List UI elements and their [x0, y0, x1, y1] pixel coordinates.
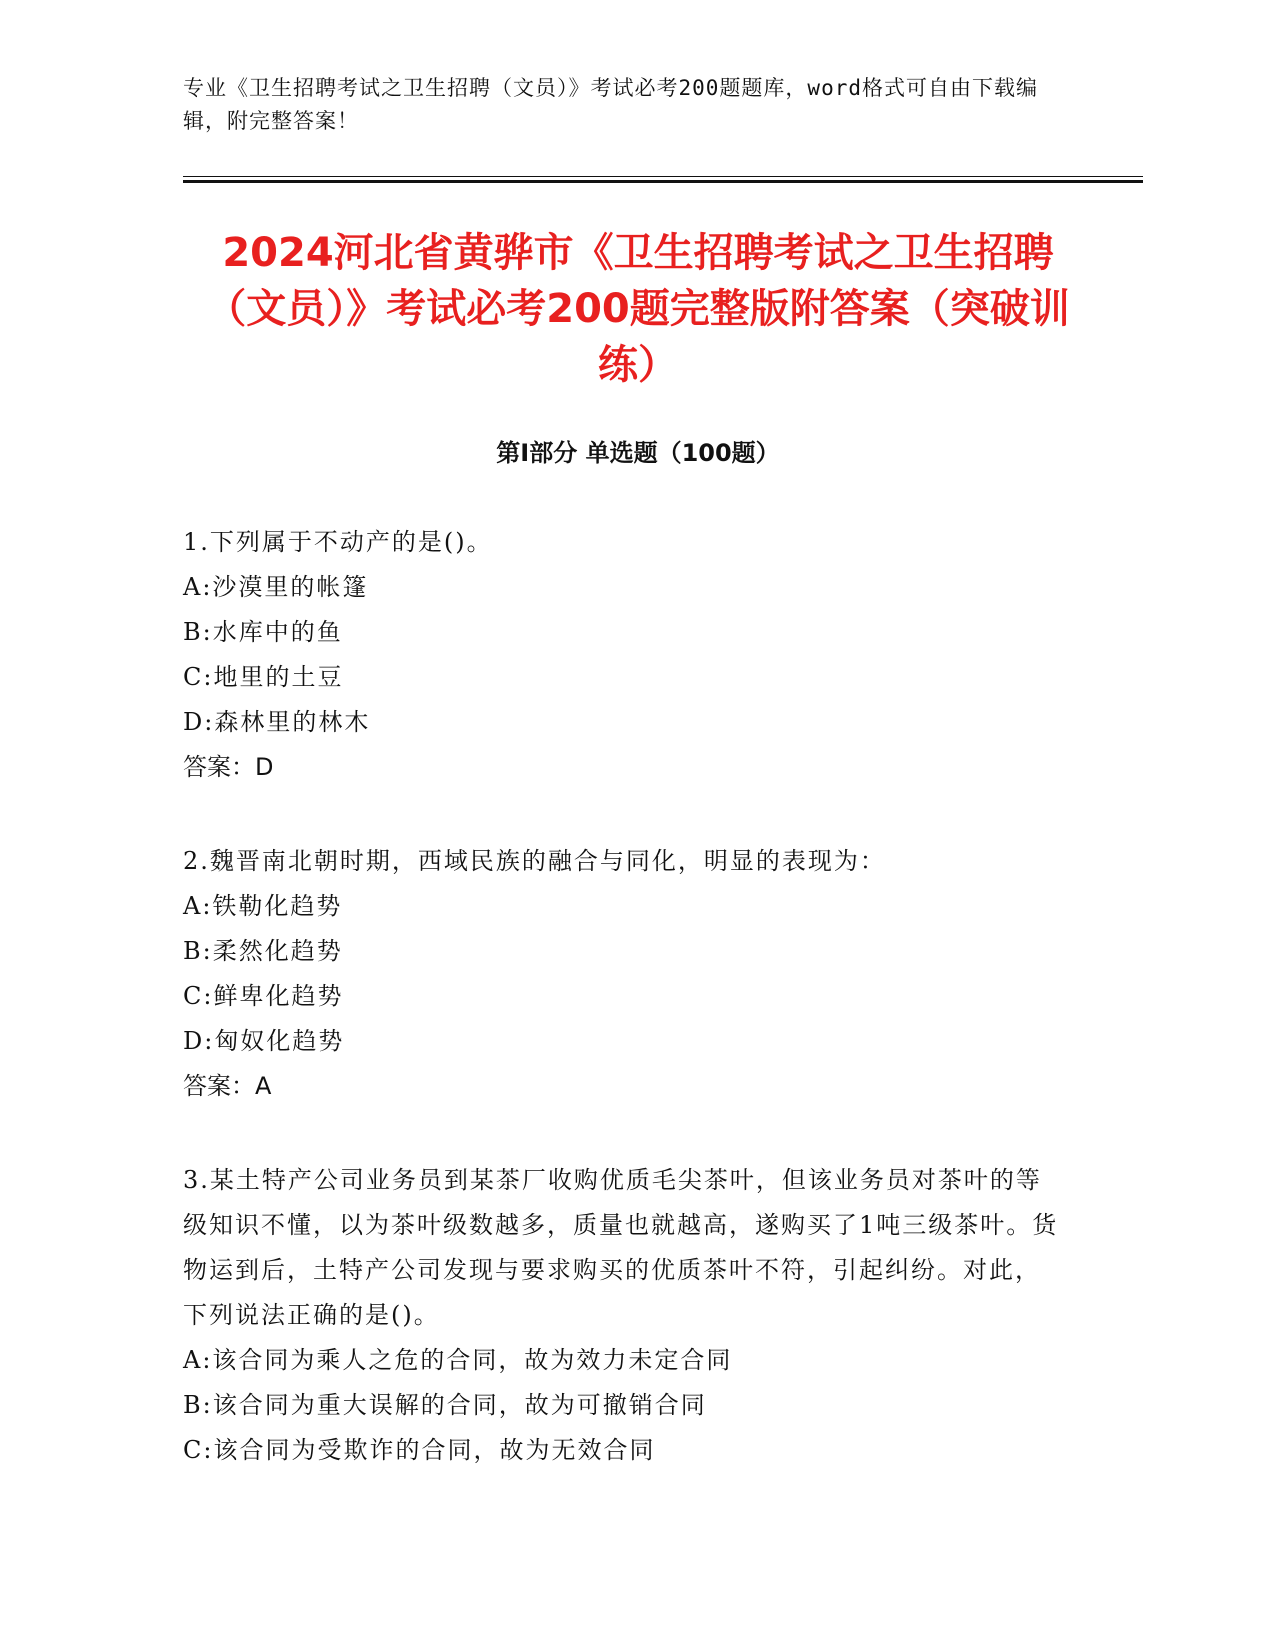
option-c: C:鲜卑化趋势 — [183, 982, 344, 1010]
option-b: B:柔然化趋势 — [183, 937, 343, 965]
option-a: A:该合同为乘人之危的合同，故为效力未定合同 — [183, 1346, 733, 1374]
question-stem: 1.下列属于不动产的是()。 — [183, 528, 493, 556]
question-2 — [183, 839, 1063, 1109]
option-b: B:该合同为重大误解的合同，故为可撤销合同 — [183, 1391, 707, 1419]
option-a: A:铁勒化趋势 — [183, 892, 343, 920]
question-stem: 2.魏晋南北朝时期，西域民族的融合与同化，明显的表现为： — [183, 847, 886, 875]
section-heading: 第I部分 单选题（100题） — [496, 439, 780, 467]
option-c: C:该合同为受欺诈的合同，故为无效合同 — [183, 1436, 656, 1464]
question-list — [183, 520, 1063, 1522]
question-3 — [183, 1158, 1063, 1473]
header-divider-thick — [183, 180, 1143, 183]
header-note: 专业《卫生招聘考试之卫生招聘（文员）》考试必考200题题库，word格式可自由下载编辑，附完整答案！ — [183, 76, 1038, 133]
option-c: C:地里的土豆 — [183, 663, 344, 691]
question-1 — [183, 520, 1063, 790]
option-d: D:匈奴化趋势 — [183, 1027, 345, 1055]
answer: 答案：D — [183, 753, 274, 781]
option-a: A:沙漠里的帐篷 — [183, 573, 369, 601]
option-b: B:水库中的鱼 — [183, 618, 343, 646]
header-divider-thin — [183, 176, 1143, 177]
answer: 答案：A — [183, 1072, 272, 1100]
document-title: 2024河北省黄骅市《卫生招聘考试之卫生招聘（文员）》考试必考200题完整版附答案（突破训练） — [206, 230, 1070, 388]
option-d: D:森林里的林木 — [183, 708, 371, 736]
question-stem: 3.某土特产公司业务员到某茶厂收购优质毛尖茶叶，但该业务员对茶叶的等级知识不懂，以为茶叶级数越多，质量也就越高，遂购买了1吨三级茶叶。货物运到后，土特产公司发现与要求购买的优质茶叶不符，引起纠纷。对此，下列说法正确的是()。 — [183, 1166, 1059, 1329]
